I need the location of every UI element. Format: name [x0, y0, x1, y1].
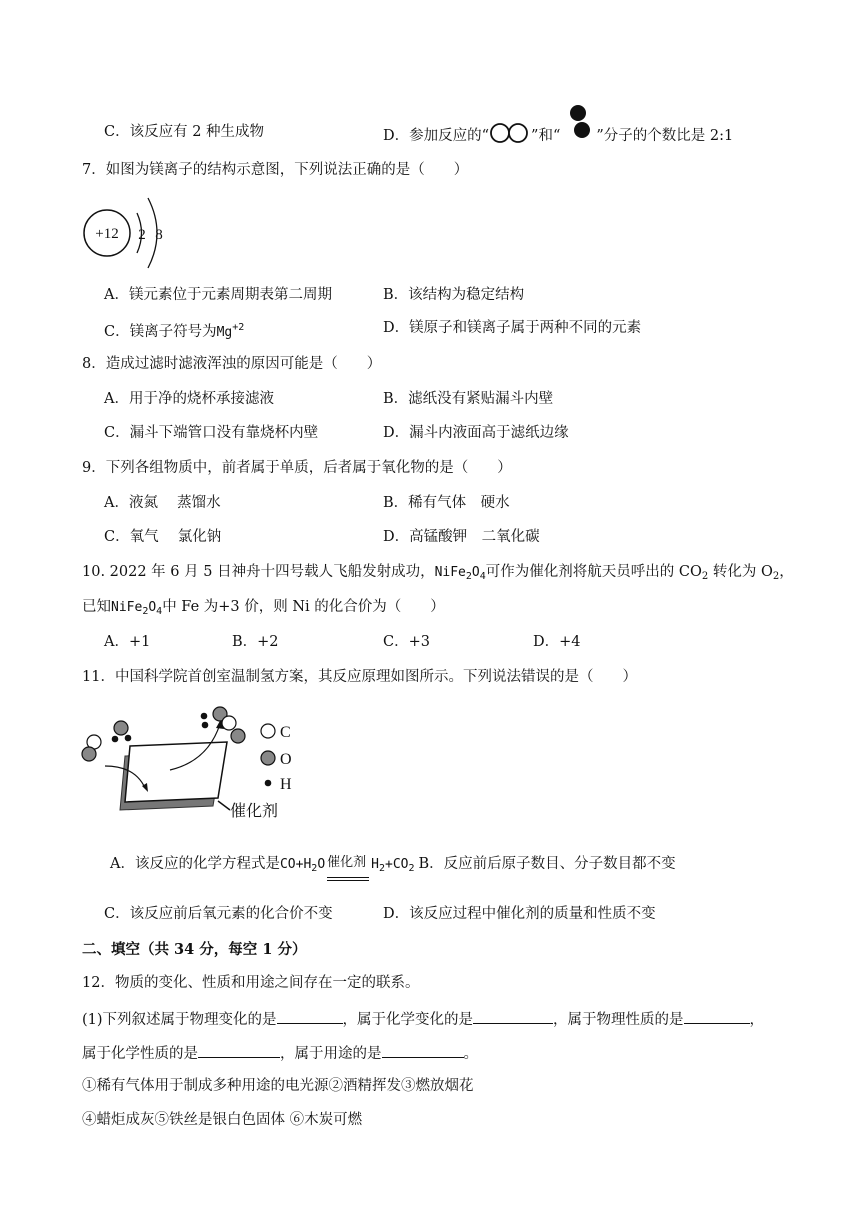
q12-text2: ，属于化学变化的是	[342, 1012, 474, 1028]
formula2-sub-4: 4	[156, 606, 163, 617]
q10-text1: 10. 2022 年 6 月 5 日神舟十四号载人飞船发射成功，	[82, 564, 435, 580]
formula-o: O	[471, 565, 480, 580]
legend-o-swatch	[261, 751, 275, 765]
q11-option-c: C．该反应前后氧元素的化合价不变	[104, 906, 333, 922]
q9-option-a: A．液氮 蒸馏水	[104, 495, 221, 511]
q10-formula-2	[111, 600, 162, 615]
q9-option-b: B．稀有气体 硬水	[383, 495, 510, 511]
q10-text2: 可作为催化剂将航天员呼出的 CO	[485, 564, 702, 580]
q6-option-d-text2: ”和“	[531, 128, 561, 144]
shell-1-electrons: 2	[138, 227, 146, 243]
q12-text6: ，属于用途的是	[280, 1046, 382, 1062]
q12-text7: 。	[463, 1046, 478, 1062]
q12-items-line2: ④蜡炬成灰⑤铁丝是银白色固体 ⑥木炭可燃	[82, 1112, 363, 1128]
q10-option-c: C．+3	[383, 634, 430, 650]
q11-option-b: B．反应前后原子数目、分子数目都不变	[418, 856, 676, 872]
reactant-h-atom	[112, 736, 119, 743]
two-white-atoms-molecule-icon	[489, 122, 531, 144]
q7-option-d: D．镁原子和镁离子属于两种不同的元素	[383, 320, 642, 336]
blank-physical-change[interactable]	[277, 1007, 343, 1024]
q10-option-b: B．+2	[232, 634, 279, 650]
eq-right-co: +CO	[385, 857, 409, 872]
catalyst-plate-front	[125, 742, 227, 802]
blank-chemical-change[interactable]	[473, 1007, 553, 1024]
legend-c-label: C	[280, 724, 291, 741]
formula2-o: O	[148, 600, 157, 615]
q8-option-b: B．滤纸没有紧贴漏斗内壁	[383, 391, 554, 407]
q9-option-c: C．氧气 氯化钠	[104, 529, 222, 545]
eq-left-sub: 2	[311, 863, 318, 874]
q12-stem: 12．物质的变化、性质和用途之间存在一定的联系。	[82, 975, 420, 991]
q6-option-d-text3: ”分子的个数比是 2:1	[596, 128, 734, 144]
q12-text3: ，属于物理性质的是	[553, 1012, 684, 1028]
legend-c-swatch	[261, 724, 275, 738]
q7-option-b: B．该结构为稳定结构	[383, 287, 525, 303]
q10-text5: 已知	[82, 599, 111, 615]
equation-catalyst-label: 催化剂	[327, 855, 367, 870]
formula2-nife: NiFe	[111, 600, 143, 615]
equation-right	[371, 857, 414, 872]
product-h-atom-2	[202, 722, 209, 729]
q8-option-a: A．用于净的烧杯承接滤液	[104, 391, 274, 407]
eq-left-text: CO+H	[279, 857, 312, 872]
q9-option-d: D．高锰酸钾 二氧化碳	[383, 529, 540, 545]
eq-left-o: O	[317, 857, 326, 872]
co2-sub: 2	[701, 571, 709, 582]
q11-option-d: D．该反应过程中催化剂的质量和性质不变	[383, 906, 656, 922]
q8-option-d: D．漏斗内液面高于滤纸边缘	[383, 425, 569, 441]
eq-right-h: H	[371, 857, 379, 872]
q10-stem-line2	[82, 597, 445, 622]
product-o-atom-2	[231, 729, 245, 743]
q12-items-line1: ①稀有气体用于制成多种用途的电光源②酒精挥发③燃放烟花	[82, 1078, 474, 1094]
q10-option-a: A．+1	[104, 634, 151, 650]
catalyst-reaction-diagram	[80, 706, 320, 824]
q10-text6: 中 Fe 为+3 价，则 Ni 的化合价为（ ）	[162, 599, 445, 615]
q11-stem: 11．中国科学院首创室温制氢方案，其反应原理如图所示。下列说法错误的是（ ）	[82, 669, 637, 685]
nucleus-charge: +12	[95, 226, 119, 242]
q10-option-d: D．+4	[533, 634, 581, 650]
product-h-atom	[201, 713, 208, 720]
eq-right-sub2: 2	[408, 863, 415, 874]
q12-text1: (1)下列叙述属于物理变化的是	[82, 1012, 277, 1028]
section-2-title: 二、填空（共 34 分，每空 1 分）	[82, 941, 307, 958]
formula-nife: NiFe	[434, 565, 466, 580]
legend-o-label: O	[280, 751, 292, 768]
eq-right-sub: 2	[378, 863, 386, 874]
mg-ion-charge: +2	[232, 322, 245, 333]
mg-ion-symbol: Mg	[216, 325, 233, 340]
legend-h-swatch	[265, 780, 272, 787]
q10-text4: ，	[779, 564, 794, 580]
blank-chemical-property[interactable]	[198, 1041, 280, 1058]
blank-physical-property[interactable]	[684, 1007, 750, 1024]
q11-option-a-text: A．该反应的化学方程式是	[110, 856, 280, 872]
formula2-sub-2: 2	[142, 606, 149, 617]
product-c-atom	[222, 716, 236, 730]
equation-left	[280, 857, 325, 872]
catalyst-label-line	[218, 801, 230, 810]
q8-option-c: C．漏斗下端管口没有靠烧杯内壁	[104, 425, 319, 441]
formula-sub-2: 2	[465, 571, 472, 582]
reactant-o-atom-2	[114, 721, 128, 735]
q10-formula	[435, 565, 486, 580]
q7-stem: 7．如图为镁离子的结构示意图，下列说法正确的是（ ）	[82, 162, 469, 178]
q10-stem-line1	[82, 562, 794, 587]
q12-text4: ，	[749, 1012, 765, 1028]
catalyst-label: 催化剂	[230, 801, 279, 820]
equation-double-line	[327, 877, 369, 881]
reactant-h-atom-2	[125, 735, 132, 742]
q12-part1-line2	[82, 1041, 478, 1064]
q8-stem: 8．造成过滤时滤液浑浊的原因可能是（ ）	[82, 356, 382, 372]
q7-option-c	[104, 318, 244, 343]
legend-h-label: H	[280, 776, 292, 793]
q11-option-a-b	[110, 854, 676, 879]
q12-text5: 属于化学性质的是	[82, 1046, 198, 1062]
q6-option-d-text1: D．参加反应的“	[383, 128, 490, 144]
q10-text3: 转化为 O	[708, 564, 773, 580]
q9-stem: 9．下列各组物质中，前者属于单质，后者属于氧化物的是（ ）	[82, 460, 512, 476]
magnesium-ion-structure-diagram	[80, 193, 170, 269]
q7-option-c-text: C．镁离子符号为	[104, 324, 217, 340]
two-black-atoms-molecule-icon	[560, 102, 596, 146]
q7-option-a: A．镁元素位于元素周期表第二周期	[104, 287, 332, 303]
q6-option-c: C．该反应有 2 种生成物	[104, 124, 265, 140]
formula-sub-4: 4	[479, 571, 486, 582]
blank-use[interactable]	[382, 1041, 464, 1058]
q12-part1-line1	[82, 1007, 764, 1030]
o2-sub: 2	[772, 571, 780, 582]
shell-2-electrons: 8	[155, 227, 163, 243]
reactant-o-atom	[82, 747, 96, 761]
q6-option-d	[383, 122, 733, 146]
